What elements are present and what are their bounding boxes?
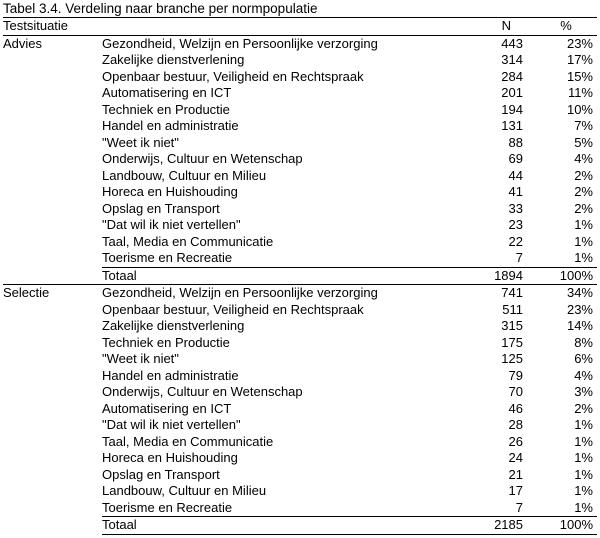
header-percentage: % — [535, 18, 597, 36]
n-cell: 41 — [508, 184, 523, 199]
branche-cell: "Dat wil ik niet vertellen" — [102, 417, 241, 432]
percentage-cell: 1% — [574, 433, 593, 449]
percentage-cell: 1% — [574, 233, 593, 249]
total-n: 1894 — [442, 267, 535, 285]
n-cell: 201 — [501, 85, 523, 100]
percentage-cell: 4% — [574, 367, 593, 383]
branche-cell: Onderwijs, Cultuur en Wetenschap — [102, 151, 303, 166]
branche-cell: Gezondheid, Welzijn en Persoonlijke verzorging — [102, 285, 378, 300]
branche-cell: Openbaar bestuur, Veiligheid en Rechtspraak — [102, 68, 364, 84]
branche-cell: Opslag en Transport — [102, 466, 220, 482]
percentage-cell: 17% — [566, 52, 593, 67]
branche-cell: Opslag en Transport — [102, 200, 220, 216]
n-cell: 284 — [501, 68, 523, 84]
branche-cell: Onderwijs, Cultuur en Wetenschap — [102, 384, 303, 399]
n-cell: 175 — [501, 334, 523, 350]
branche-cell: Toerisme en Recreatie — [102, 250, 233, 265]
percentage-cell: 2% — [574, 167, 593, 183]
percentage-cell: 1% — [574, 499, 593, 515]
table-body — [3, 35, 597, 534]
branche-cell: Landbouw, Cultuur en Milieu — [102, 483, 267, 498]
total-percentage: 100% — [535, 267, 597, 285]
table-caption: Tabel 3.4. Verdeling naar branche per normpopulatie — [3, 1, 318, 16]
percentage-cell: 1% — [574, 450, 593, 465]
percentage-cell: 23% — [566, 301, 593, 317]
n-cell: 24 — [508, 450, 523, 465]
branche-cell: Handel en administratie — [102, 367, 239, 383]
branche-cell: Techniek en Productie — [102, 101, 230, 117]
branche-cell: "Weet ik niet" — [102, 351, 179, 366]
n-cell: 511 — [502, 301, 523, 317]
total-label: Totaal — [102, 517, 442, 535]
branche-cell: Zakelijke dienstverlening — [102, 52, 245, 67]
branche-cell: Automatisering en ICT — [102, 400, 232, 416]
n-cell: 194 — [501, 101, 523, 117]
n-cell: 22 — [508, 233, 523, 249]
n-cell: 26 — [508, 433, 523, 449]
n-cell: 70 — [508, 384, 523, 399]
n-cell: 21 — [508, 466, 523, 482]
table-row — [3, 35, 597, 52]
percentage-cell: 15% — [566, 68, 593, 84]
branche-distribution-table — [3, 17, 597, 535]
total-percentage: 100% — [535, 517, 597, 535]
testsituatie-cell: Selectie — [3, 285, 102, 535]
n-cell: 741 — [501, 285, 523, 300]
total-label: Totaal — [102, 267, 442, 285]
percentage-cell: 2% — [574, 200, 593, 216]
branche-cell: Zakelijke dienstverlening — [102, 318, 245, 333]
header-testsituatie: Testsituatie — [3, 18, 102, 36]
branche-cell: Toerisme en Recreatie — [102, 499, 233, 515]
n-cell: 314 — [501, 52, 523, 67]
percentage-cell: 4% — [574, 151, 593, 166]
percentage-cell: 34% — [566, 285, 593, 300]
branche-cell: Horeca en Huishouding — [102, 450, 238, 465]
branche-cell: Taal, Media en Communicatie — [102, 433, 274, 449]
n-cell: 131 — [501, 118, 523, 133]
branche-cell: Horeca en Huishouding — [102, 184, 238, 199]
n-cell: 88 — [508, 134, 523, 150]
percentage-cell: 1% — [574, 217, 593, 232]
percentage-cell: 2% — [574, 400, 593, 416]
percentage-cell: 1% — [574, 483, 593, 498]
testsituatie-cell: Advies — [3, 35, 102, 285]
percentage-cell: 11% — [567, 85, 593, 100]
percentage-cell: 3% — [574, 384, 593, 399]
percentage-cell: 5% — [574, 134, 593, 150]
table-row — [3, 285, 597, 302]
percentage-cell: 1% — [574, 250, 593, 265]
n-cell: 23 — [508, 217, 523, 232]
table-header-row — [3, 18, 597, 36]
n-cell: 28 — [508, 417, 523, 432]
branche-cell: Openbaar bestuur, Veiligheid en Rechtspraak — [102, 301, 364, 317]
header-n: N — [442, 18, 535, 36]
branche-cell: Techniek en Productie — [102, 334, 230, 350]
n-cell: 69 — [508, 151, 523, 166]
branche-cell: Automatisering en ICT — [102, 85, 232, 100]
branche-cell: Landbouw, Cultuur en Milieu — [102, 167, 267, 183]
n-cell: 79 — [508, 367, 523, 383]
n-cell: 7 — [515, 250, 523, 265]
branche-cell: Gezondheid, Welzijn en Persoonlijke verzorging — [102, 35, 378, 51]
percentage-cell: 2% — [574, 184, 593, 199]
n-cell: 443 — [501, 35, 523, 51]
percentage-cell: 7% — [574, 118, 593, 133]
branche-cell: "Dat wil ik niet vertellen" — [102, 217, 241, 232]
percentage-cell: 23% — [566, 35, 593, 51]
percentage-cell: 1% — [574, 417, 593, 432]
percentage-cell: 10% — [566, 101, 593, 117]
percentage-cell: 6% — [574, 351, 593, 366]
n-cell: 7 — [515, 499, 523, 515]
header-branche — [102, 18, 442, 36]
total-n: 2185 — [442, 517, 535, 535]
n-cell: 315 — [501, 318, 523, 333]
branche-cell: Handel en administratie — [102, 118, 239, 133]
branche-cell: "Weet ik niet" — [102, 134, 179, 150]
n-cell: 125 — [501, 351, 523, 366]
n-cell: 17 — [508, 483, 523, 498]
n-cell: 33 — [508, 200, 523, 216]
percentage-cell: 8% — [574, 334, 593, 350]
branche-cell: Taal, Media en Communicatie — [102, 233, 274, 249]
percentage-cell: 1% — [574, 466, 593, 482]
n-cell: 44 — [508, 167, 523, 183]
n-cell: 46 — [508, 400, 523, 416]
percentage-cell: 14% — [566, 318, 593, 333]
